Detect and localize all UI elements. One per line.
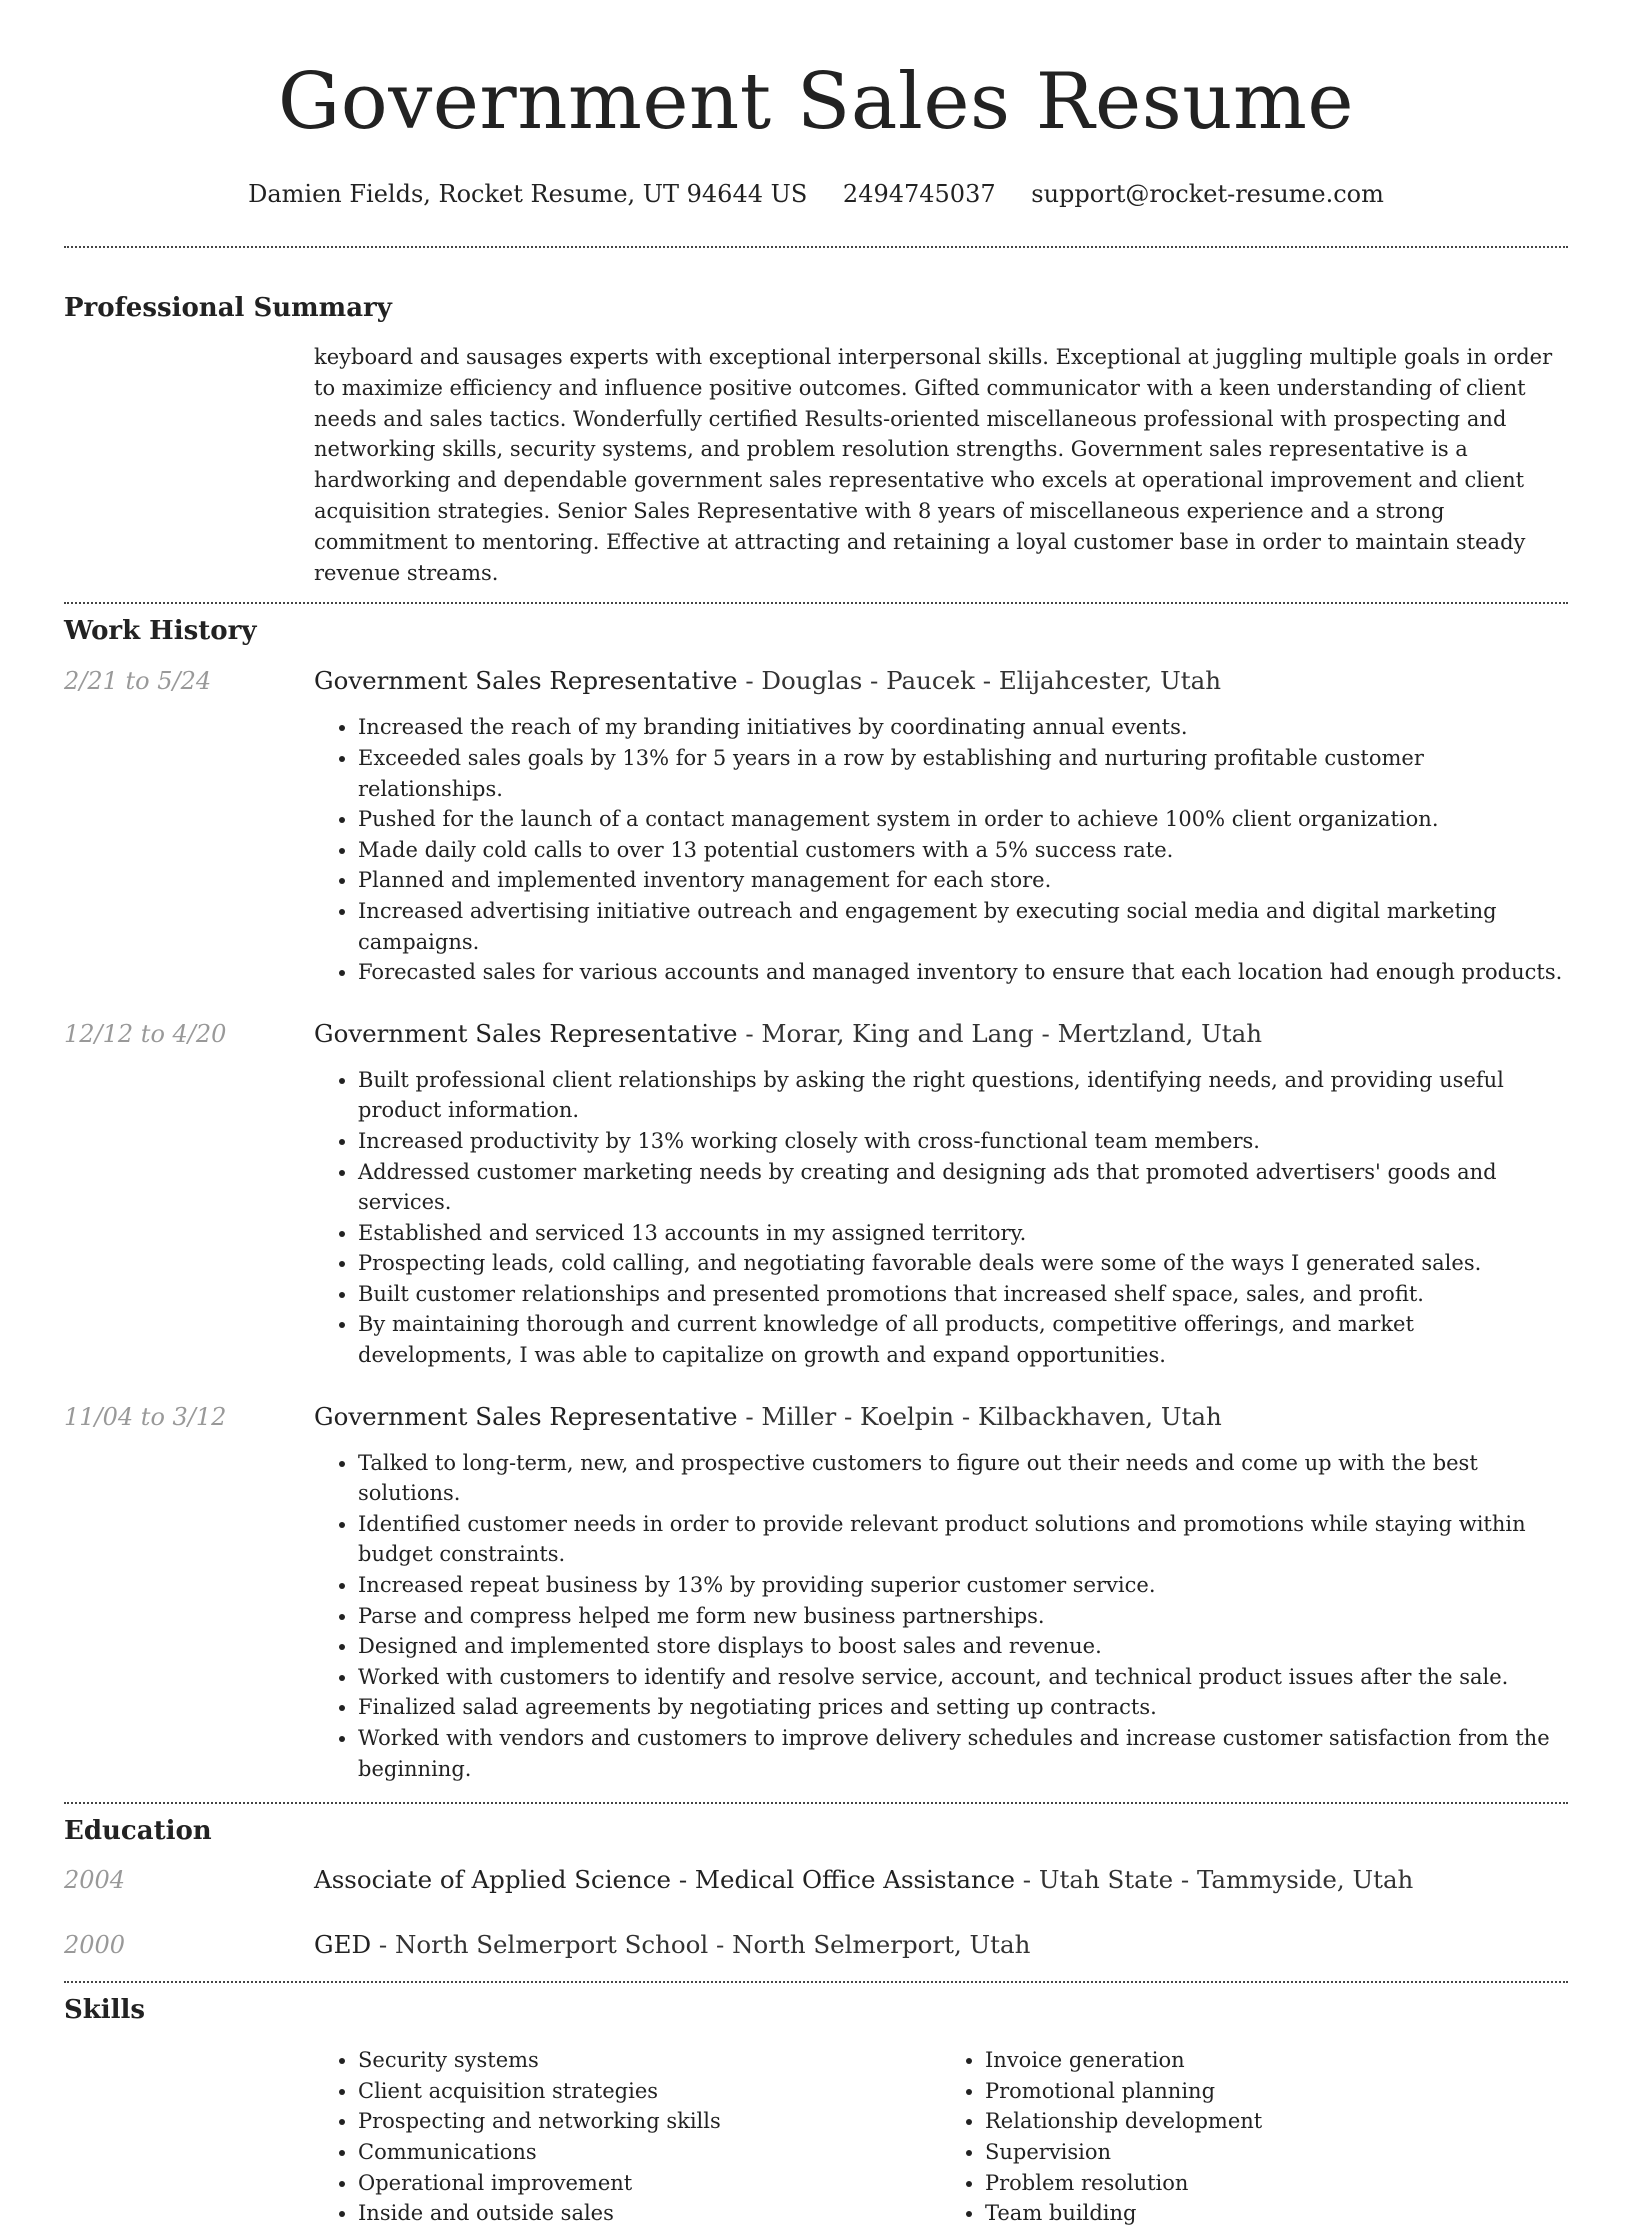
job-employer: - Miller - Koelpin - Kilbackhaven, Utah [737,1401,1222,1431]
job-bullet: • Built customer relationships and presented promotions that increased shelf space, sales, and profit. [358,1279,1568,1310]
divider [64,1802,1568,1804]
job-bullet: • Planned and implemented inventory management for each store. [358,865,1568,896]
job-bullets [314,1065,1568,1371]
job-bullets [314,712,1568,987]
job-entry [64,1401,1568,1785]
education-school: - North Selmerport School - North Selmerport, Utah [371,1930,1031,1960]
job-dates: 2/21 to 5/24 [64,667,212,696]
job-dates: 12/12 to 4/20 [64,1019,227,1048]
summary-heading: Professional Summary [64,293,392,323]
job-heading [314,1018,1568,1050]
job-employer: - Douglas - Paucek - Elijahcester, Utah [737,666,1221,696]
job-bullet: • Parse and compress helped me form new business partnerships. [358,1601,1568,1632]
resume-title: Government Sales Resume [277,57,1355,147]
job-bullet: • Pushed for the launch of a contact management system in order to achieve 100% client organization. [358,804,1568,835]
education-entry [64,1864,1568,1896]
job-bullet: • Built professional client relationships by asking the right questions, identifying needs, and providing useful product information. [358,1065,1568,1126]
job-bullet: • Talked to long-term, new, and prospective customers to figure out their needs and come up with the best solutions. [358,1448,1568,1509]
education-entry [64,1929,1568,1961]
job-heading [314,665,1568,697]
divider [64,602,1568,604]
job-bullet: • Designed and implemented store displays to boost sales and revenue. [358,1631,1568,1662]
contact-email: support@rocket-resume.com [1031,180,1384,208]
work-history-list [64,665,1568,1784]
job-employer: - Morar, King and Lang - Mertzland, Utah [737,1018,1262,1048]
job-title: Government Sales Representative [314,1018,738,1048]
skill-item: • Operational improvement [358,2168,941,2199]
contact-address: Damien Fields, Rocket Resume, UT 94644 US [248,180,808,208]
skill-item: • Client acquisition strategies [358,2076,941,2107]
skill-item: • Communications [358,2137,941,2168]
job-bullet: • Increased repeat business by 13% by providing superior customer service. [358,1570,1568,1601]
job-heading [314,1401,1568,1433]
job-entry [64,665,1568,987]
contact-phone: 2494745037 [842,180,996,208]
summary-text: keyboard and sausages experts with exceptional interpersonal skills. Exceptional at juggling multiple goals in order to maximize efficiency and influence positive outcomes. Gifted communicator with a keen understanding of client needs and sales tactics. Wonderfully certified Results-oriented miscellaneous professional with prospecting and networking skills, security systems, and problem resolution strengths. Government sales representative is a hardworking and dependable government sales representative who excels at operational improvement and client acquisition strategies. Senior Sales Representative with 8 years of miscellaneous experience and a strong commitment to mentoring. Effective at attracting and retaining a loyal customer base in order to maintain steady revenue streams. [314,345,1553,585]
skill-item: • Invoice generation [985,2045,1568,2076]
education-year: 2004 [64,1866,126,1895]
skills-heading: Skills [64,1995,146,2026]
job-bullet: • Established and serviced 13 accounts in my assigned territory. [358,1218,1568,1249]
job-bullet: • Worked with vendors and customers to improve delivery schedules and increase customer satisfaction from the beginning. [358,1723,1568,1784]
skill-item: • Team building [985,2198,1568,2229]
contact-line [64,178,1568,210]
work-heading: Work History [64,616,257,647]
skill-item: • Prospecting and networking skills [358,2106,941,2137]
skill-item: • Security systems [358,2045,941,2076]
skills-list-left [314,2045,941,2229]
job-title: Government Sales Representative [314,1401,738,1431]
resume-page [64,0,1568,2229]
job-title: Government Sales Representative [314,666,738,696]
job-bullet: • Made daily cold calls to over 13 potential customers with a 5% success rate. [358,835,1568,866]
education-list [64,1864,1568,1961]
education-degree: Associate of Applied Science - Medical Office Assistance [314,1865,1015,1895]
job-bullet: • Increased productivity by 13% working closely with cross-functional team members. [358,1126,1568,1157]
job-bullet: • Identified customer needs in order to provide relevant product solutions and promotions while staying within budget constraints. [358,1509,1568,1570]
divider [64,1981,1568,1983]
education-degree: GED [314,1930,372,1960]
skill-item: • Supervision [985,2137,1568,2168]
education-year: 2000 [64,1931,126,1960]
job-bullet: • Increased the reach of my branding initiatives by coordinating annual events. [358,712,1568,743]
job-entry [64,1018,1568,1371]
skill-item: • Problem resolution [985,2168,1568,2199]
education-school: - Utah State - Tammyside, Utah [1014,1865,1414,1895]
job-bullets [314,1448,1568,1785]
job-bullet: • Prospecting leads, cold calling, and negotiating favorable deals were some of the ways I generated sales. [358,1248,1568,1279]
skill-item: • Relationship development [985,2106,1568,2137]
divider [64,246,1568,248]
job-bullet: • Addressed customer marketing needs by creating and designing ads that promoted advertisers' goods and services. [358,1157,1568,1218]
job-bullet: • Worked with customers to identify and resolve service, account, and technical product issues after the sale. [358,1662,1568,1693]
education-heading: Education [64,1816,212,1847]
skill-item: • Promotional planning [985,2076,1568,2107]
skills-list-right [941,2045,1568,2229]
job-dates: 11/04 to 3/12 [64,1402,227,1431]
job-bullet: • Forecasted sales for various accounts and managed inventory to ensure that each location had enough products. [358,957,1568,988]
job-bullet: • By maintaining thorough and current knowledge of all products, competitive offerings, and market developments, I was able to capitalize on growth and expand opportunities. [358,1309,1568,1370]
job-bullet: • Increased advertising initiative outreach and engagement by executing social media and digital marketing campaigns. [358,896,1568,957]
skill-item: • Inside and outside sales [358,2198,941,2229]
job-bullet: • Exceeded sales goals by 13% for 5 years in a row by establishing and nurturing profitable customer relationships. [358,743,1568,804]
job-bullet: • Finalized salad agreements by negotiating prices and setting up contracts. [358,1692,1568,1723]
